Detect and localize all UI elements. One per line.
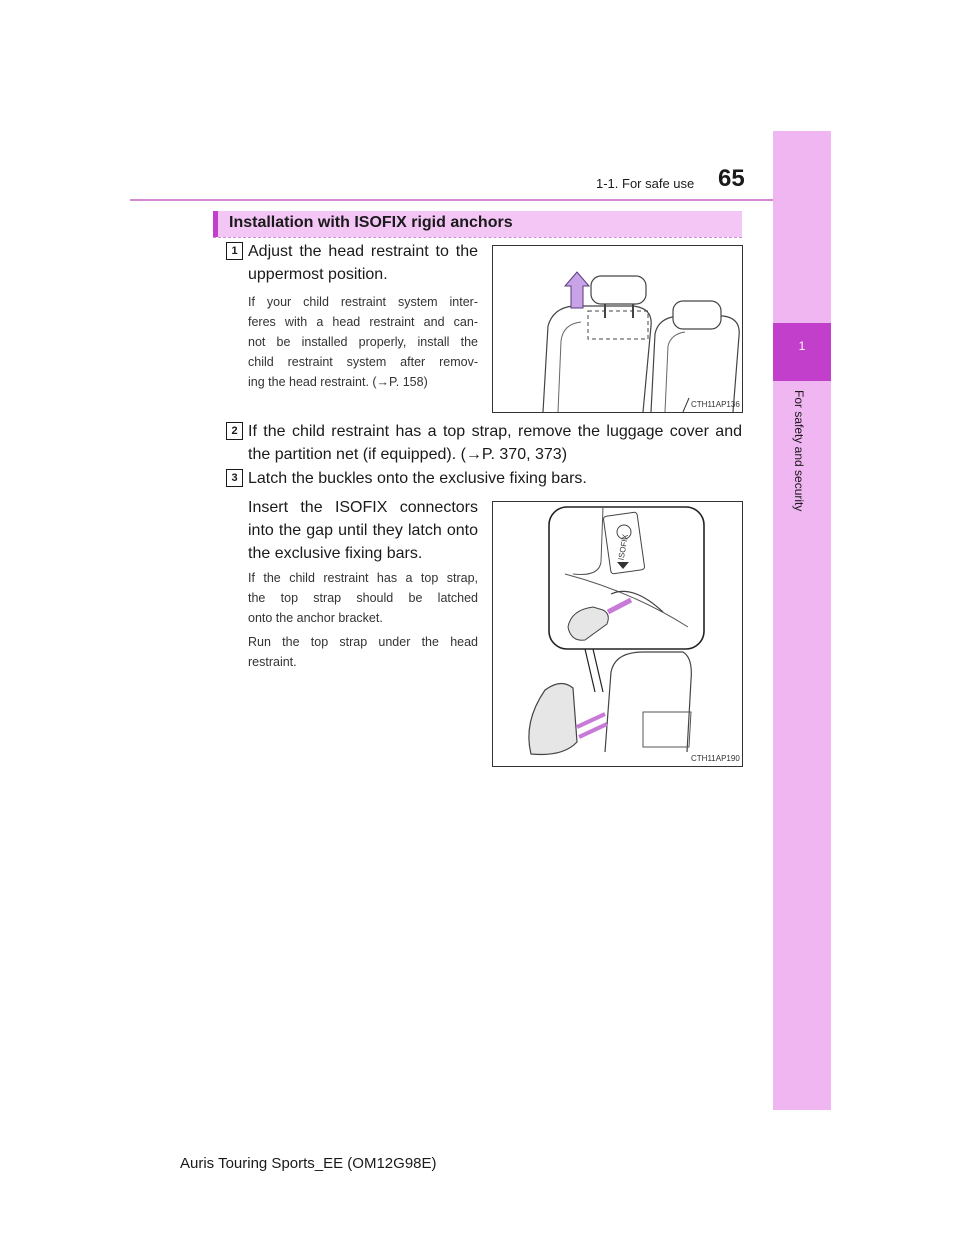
step-1-line-1: Adjust the head restraint to the [248,243,478,260]
step-1-note-line: not be installed properly, install the [248,335,478,349]
section-heading-underline [213,237,742,238]
step-1-note-line: feres with a head restraint and can- [248,315,478,329]
chapter-number: 1 [798,339,806,353]
step-3-note-line: the top strap should be latched [248,591,478,605]
step-3-note-line: Run the top strap under the head [248,635,478,649]
figure-2-code: CTH11AP190 [691,754,740,763]
step-3-note-1 [248,568,478,628]
step-3-note-line: onto the anchor bracket. [248,611,383,625]
step-3-detail-line: the exclusive fixing bars. [248,545,423,562]
step-1-note-line: child restraint system after remov- [248,355,478,369]
step-3-detail-line: into the gap until they latch onto [248,522,478,539]
step-2-badge: 2 [226,422,243,440]
step-2-text [248,420,742,466]
head-restraint-figure [492,245,743,413]
step-3-badge: 3 [226,469,243,487]
step-3-detail-line: Insert the ISOFIX connectors [248,499,478,516]
section-label: 1-1. For safe use [596,176,695,191]
step-3-text: Latch the buckles onto the exclusive fixing bars. [248,470,587,487]
section-heading: Installation with ISOFIX rigid anchors [229,214,513,231]
page-number: 65 [718,165,745,192]
step-2-line-1: If the child restraint has a top strap, remove the luggage cover and [248,423,742,440]
step-3-note-line: If the child restraint has a top strap, [248,571,478,585]
figure-1-code: CTH11AP136 [691,400,740,409]
step-2-line-2: the partition net (if equipped). (→P. 370, 373) [248,446,568,463]
chapter-title: For safety and security [792,390,806,512]
step-1-text [248,240,478,286]
header-rule [130,199,773,201]
isofix-illustration [493,502,742,766]
step-1-line-2: uppermost position. [248,266,388,283]
section-heading-accent [213,211,218,237]
step-1-note-line: ing the head restraint. (→P. 158) [248,375,428,389]
step-3-note-line: restraint. [248,655,297,669]
step-3-note-2 [248,632,478,672]
isofix-figure [492,501,743,767]
step-1-badge: 1 [226,242,243,260]
step-1-note-line: If your child restraint system inter- [248,295,478,309]
step-3-detail [248,496,478,565]
page-footer: Auris Touring Sports_EE (OM12G98E) [180,1155,437,1172]
head-restraint-illustration [493,246,742,412]
step-1-note [248,292,478,392]
isofix-tag-label: ISOFIX [616,533,631,561]
chapter-sidebar [773,131,831,1110]
